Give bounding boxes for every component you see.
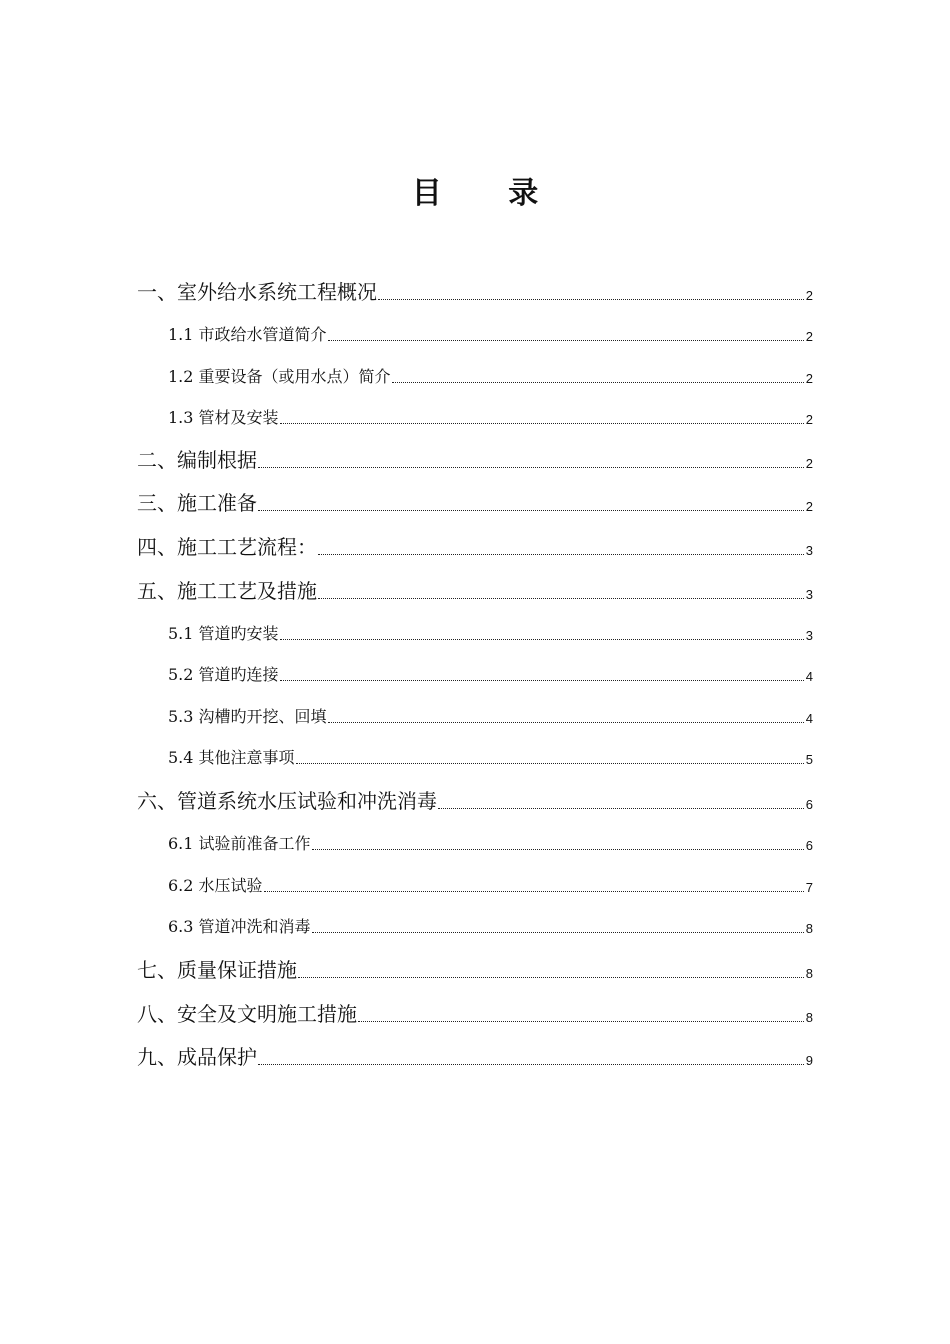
toc-entry[interactable] [168,617,813,643]
toc-entry-title: 九、成品保护 [137,1045,257,1069]
toc-dot-leader [318,598,804,599]
toc-dot-leader [280,680,804,681]
toc-entry[interactable] [137,273,813,303]
toc-dot-leader [264,891,804,892]
toc-page-number: 2 [805,412,813,427]
page-title: 目 录 [411,176,567,212]
toc-dot-leader [378,299,804,300]
toc-entry-title: 5.4 其他注意事项 [168,748,295,767]
toc-entry[interactable] [137,951,813,981]
toc-entry[interactable] [137,572,813,602]
toc-entry[interactable] [137,782,813,812]
toc-entry[interactable] [168,401,813,427]
toc-entry-title: 6.2 水压试验 [168,876,263,895]
toc-entry-title: 6.3 管道冲洗和消毒 [168,917,311,936]
toc-dot-leader [258,1064,804,1065]
toc-dot-leader [258,510,804,511]
toc-page-number: 8 [805,921,813,936]
toc-entry[interactable] [168,318,813,344]
toc-dot-leader [312,932,804,933]
toc-entry[interactable] [168,360,813,386]
toc-page-number: 2 [805,329,813,344]
toc-entry[interactable] [168,869,813,895]
toc-entry[interactable] [168,658,813,684]
toc-page-number: 2 [805,371,813,386]
toc-page-number: 7 [805,880,813,895]
toc-page-number: 6 [805,797,813,812]
toc-page-number: 2 [805,288,813,303]
toc-entry[interactable] [137,484,813,514]
toc-dot-leader [392,382,804,383]
toc-page-number: 8 [805,1010,813,1025]
toc-page-number: 3 [805,543,813,558]
toc-page-number: 3 [805,587,813,602]
toc-dot-leader [280,639,804,640]
toc-dot-leader [318,554,804,555]
toc-entry-title: 二、编制根据 [137,448,257,472]
toc-page-number: 8 [805,966,813,981]
toc-entry-title: 四、施工工艺流程： [137,535,317,559]
toc-entry-title: 八、安全及文明施工措施 [137,1002,357,1026]
toc-entry-title: 七、质量保证措施 [137,958,297,982]
toc-entry-title: 5.3 沟槽旳开挖、回填 [168,707,327,726]
toc-dot-leader [296,763,804,764]
toc-dot-leader [438,808,804,809]
toc-entry-title: 1.3 管材及安装 [168,408,279,427]
toc-page-number: 3 [805,628,813,643]
toc-entry[interactable] [137,441,813,471]
toc-page-number: 2 [805,456,813,471]
toc-page-number: 5 [805,752,813,767]
toc-page-number: 6 [805,838,813,853]
toc-entry-title: 1.1 市政给水管道简介 [168,325,327,344]
toc-page-number: 2 [805,499,813,514]
toc-entry-title: 五、施工工艺及措施 [137,579,317,603]
toc-entry-title: 六、管道系统水压试验和冲洗消毒 [137,789,437,813]
toc-entry-title: 6.1 试验前准备工作 [168,834,311,853]
toc-page-number: 9 [805,1053,813,1068]
toc-dot-leader [328,340,804,341]
toc-entry[interactable] [168,700,813,726]
toc-dot-leader [328,722,804,723]
toc-entry-title: 5.2 管道旳连接 [168,665,279,684]
toc-entry[interactable] [168,827,813,853]
toc-entry-title: 5.1 管道旳安装 [168,624,279,643]
toc-dot-leader [298,977,804,978]
toc-entry[interactable] [168,741,813,767]
toc-dot-leader [258,467,804,468]
toc-entry-title: 一、室外给水系统工程概况 [137,280,377,304]
toc-dot-leader [280,423,804,424]
toc-entry-title: 1.2 重要设备（或用水点）简介 [168,367,391,386]
toc-entry-title: 三、施工准备 [137,491,257,515]
toc-entry[interactable] [137,528,813,558]
toc-entry[interactable] [137,995,813,1025]
toc-page-number: 4 [805,669,813,684]
toc-dot-leader [358,1021,804,1022]
toc-entry[interactable] [137,1038,813,1068]
toc-dot-leader [312,849,804,850]
toc-entry[interactable] [168,910,813,936]
toc-page-number: 4 [805,711,813,726]
